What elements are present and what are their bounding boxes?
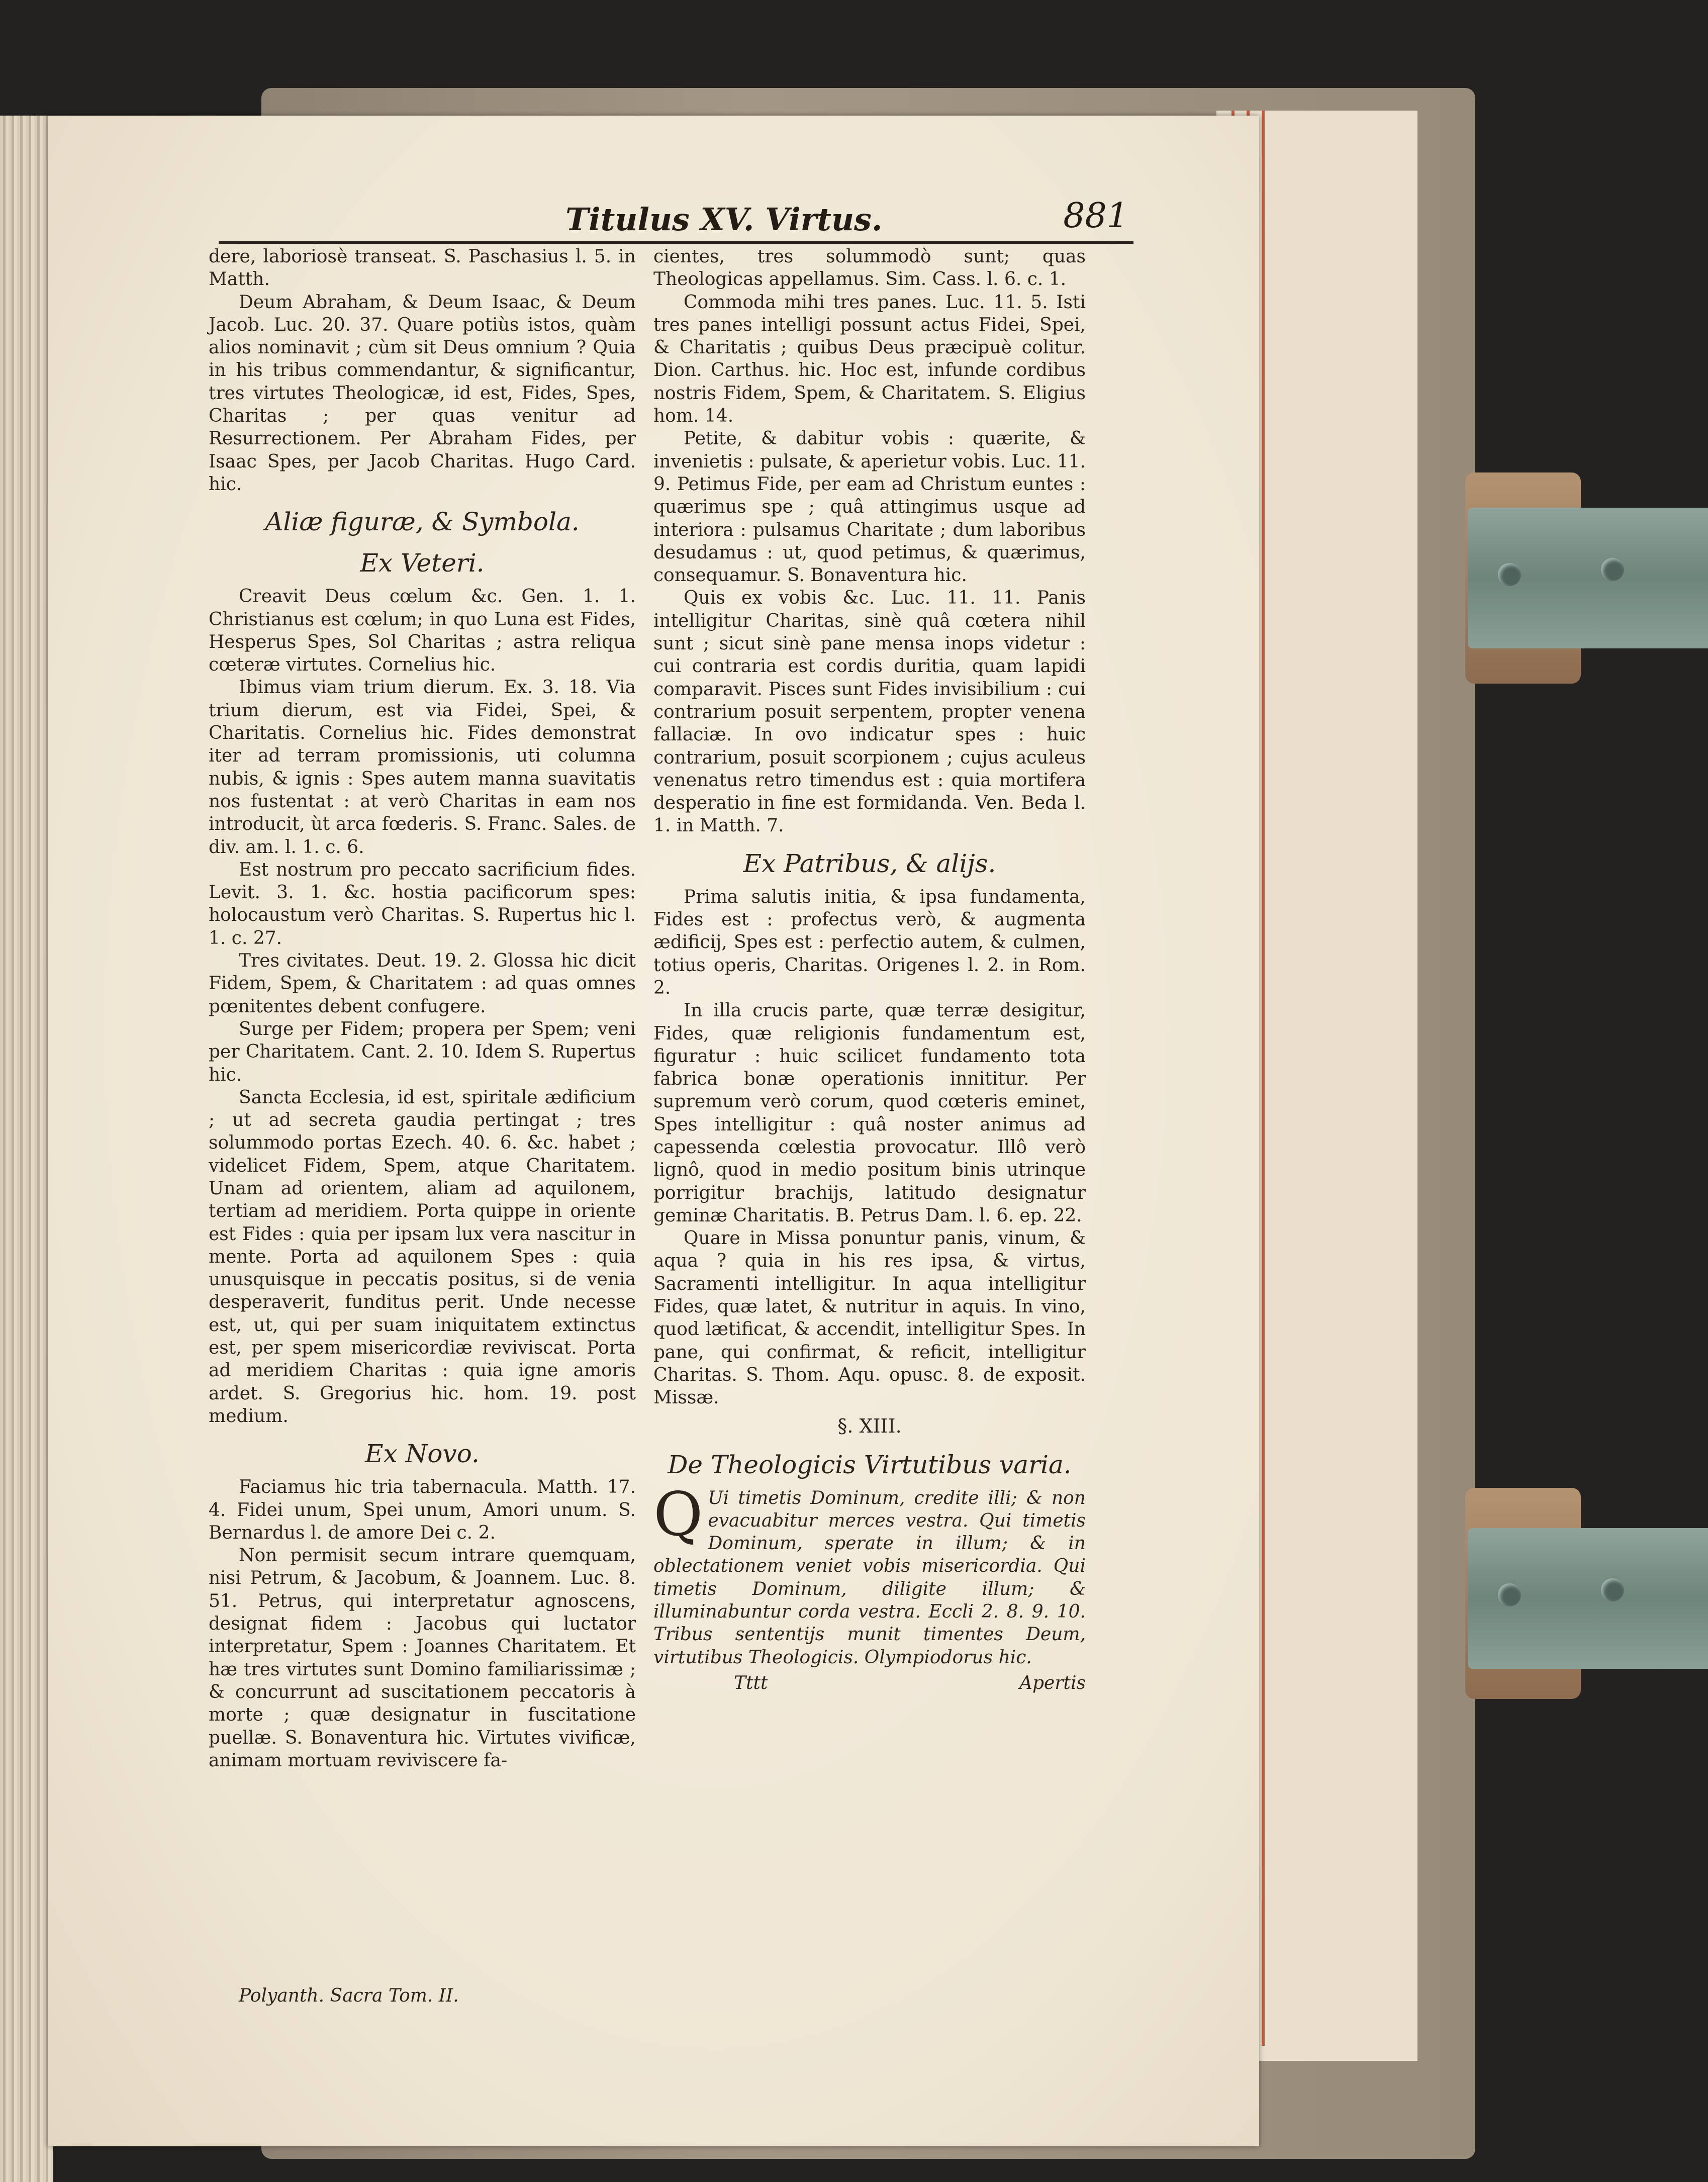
right-paragraph: Quis ex vobis &c. Luc. 11. 11. Panis intelligitur Charitas, sinè quâ cœtera nihil sunt ; sicut sinè pane mensa inops videtur : cui contraria est cordis duritia, quam lapidi comparavit. Pisces sunt Fides invisibilium : cui contrarium posuit serpentem, propter venena fallaciæ. In ovo indicatur spes : huic contrarium, posuit scorpionem ; cujus aculeus venenatus retro timendus est : quia mortifera desperatio in fine est formidanda. Ven. Beda l. 1. in Matth. 7.: [653, 588, 1086, 836]
rivet-icon: [1498, 1583, 1521, 1606]
left-paragraph: Est nostrum pro peccato sacrificium fides. Levit. 3. 1. &c. hostia pacificorum spes: holocaustum verò Charitas. S. Rupertus hic l. 1. c. 27.: [209, 859, 636, 948]
section-heading: Aliæ figuræ, & Symbola.: [265, 507, 580, 537]
left-paragraph: Creavit Deus cœlum &c. Gen. 1. 1. Christianus est cœlum; in quo Luna est Fides, Hesperus Spes, Sol Charitas ; astra reliqua cœteræ virtutes. Cornelius hic.: [209, 586, 636, 676]
rivet-icon: [1601, 558, 1624, 581]
clasp-lower: [1468, 1528, 1708, 1669]
left-paragraph: Faciamus hic tria tabernacula. Matth. 17. 4. Fidei unum, Spei unum, Amori unum. S. Bernardus l. de amore Dei c. 2.: [209, 1477, 636, 1543]
right-paragraph: Commoda mihi tres panes. Luc. 11. 5. Isti tres panes intelligi possunt actus Fidei, Spei, & Charitatis ; quibus Deus præcipuè colitur. Dion. Carthus. hic. Hoc est, infunde cordibus nostris Fidem, Spem, & Charitatem. S. Eligius hom. 14.: [653, 292, 1086, 427]
section-heading: Ex Veteri.: [360, 548, 485, 578]
rivet-icon: [1498, 563, 1521, 586]
left-paragraph: Deum Abraham, & Deum Isaac, & Deum Jacob. Luc. 20. 37. Quare potiùs istos, quàm alios nominavit ; cùm sit Deus omnium ? Quia in his tribus commendantur, & significantur, tres virtutes Theologicæ, id est, Fides, Spes, Charitas ; per quas venitur ad Resurrectionem. Per Abraham Fides, per Isaac Spes, per Jacob Charitas. Hugo Card. hic.: [209, 292, 636, 495]
book-gutter-edge: [0, 116, 53, 2182]
page-header: [219, 186, 1133, 244]
left-paragraph: dere, laboriosè transeat. S. Paschasius l. 5. in Matth.: [209, 246, 636, 290]
red-page-edge: [1262, 111, 1265, 2046]
left-paragraph: Tres civitates. Deut. 19. 2. Glossa hic dicit Fidem, Spem, & Charitatem : ad quas omnes pœnitentes debent confugere.: [209, 951, 636, 1017]
right-paragraph: Quare in Missa ponuntur panis, vinum, & aqua ? quia in his res ipsa, & virtus, Sacramenti intelligitur. In aqua intelligitur Fides, quæ latet, & nutritur in aquis. In vino, quod lætificat, & accendit, intelligitur Spes. In pane, qui confirmat, & reficit, intelligitur Charitas. S. Thom. Aqu. opusc. 8. de exposit. Missæ.: [653, 1228, 1086, 1408]
section-heading: Ex Patribus, & alijs.: [743, 848, 996, 878]
drop-cap-paragraph: [653, 1479, 1086, 1669]
section-number: §. XIII.: [837, 1414, 902, 1437]
left-column: [209, 245, 636, 1772]
page-number: 881: [1063, 196, 1128, 236]
right-column: [653, 245, 1086, 1694]
right-paragraph: cientes, tres solummodò sunt; quas Theologicas appellamus. Sim. Cass. l. 6. c. 1.: [653, 246, 1086, 290]
signature-mark: Tttt: [734, 1672, 768, 1693]
drop-cap: Q: [653, 1479, 703, 1550]
book-page: [48, 116, 1259, 2146]
right-paragraph: Prima salutis initia, & ipsa fundamenta, Fides est : profectus verò, & augmenta ædificij, Spes est : perfectio autem, & culmen, totius operis, Charitas. Origenes l. 2. in Rom. 2.: [653, 886, 1086, 998]
section-heading: Ex Novo.: [365, 1439, 480, 1469]
signature-line: [653, 1672, 1086, 1694]
left-paragraph: Non permisit secum intrare quemquam, nisi Petrum, & Jacobum, & Joannem. Luc. 8. 51. Petrus, qui interpretatur agnoscens, designat fidem : Jacobus qui luctator interpretatur, Spem : Joannes Charitatem. Et hæ tres virtutes sunt Domino familiarissimæ ; & concurrunt ad suscitationem peccatoris à morte ; quæ designatur in fuscitatione puellæ. S. Bonaventura hic. Virtutes vivificæ, animam mortuam reviviscere fa-: [209, 1545, 636, 1771]
left-paragraph: Ibimus viam trium dierum. Ex. 3. 18. Via trium dierum, est via Fidei, Spei, & Charitatis. Cornelius hic. Fides demonstrat iter ad terram promissionis, uti columna nubis, & ignis : Spes autem manna suavitatis nos fustentat : at verò Charitas in eam nos introducit, ùt arca fœderis. S. Franc. Sales. de div. am. l. 1. c. 6.: [209, 677, 636, 858]
catchword: Apertis: [1019, 1672, 1086, 1693]
footer-signature: Polyanth. Sacra Tom. II.: [239, 1985, 459, 2006]
rivet-icon: [1601, 1578, 1624, 1601]
section-heading: De Theologicis Virtutibus varia.: [668, 1450, 1072, 1479]
running-title: Titulus XV. Virtus.: [565, 201, 883, 238]
left-paragraph: Sancta Ecclesia, id est, spiritale ædificium ; ut ad secreta gaudia pertingat ; tres solummodo portas Ezech. 40. 6. &c. habet ; videlicet Fidem, Spem, atque Charitatem. Unam ad orientem, aliam ad aquilonem, tertiam ad meridiem. Porta quippe in oriente est Fides : quia per ipsam lux vera nascitur in mente. Porta ad aquilonem Spes : quia unusquisque in peccatis positus, si de venia desperaverit, funditus perit. Unde necesse est, ut, qui per suam iniquitatem extinctus est, per spem misericordiæ reviviscat. Porta ad meridiem Charitas : quia igne amoris ardet. S. Gregorius hic. hom. 19. post medium.: [209, 1087, 636, 1427]
left-paragraph: Surge per Fidem; propera per Spem; veni per Charitatem. Cant. 2. 10. Idem S. Rupertus hic.: [209, 1018, 636, 1085]
right-paragraph: Petite, & dabitur vobis : quærite, & invenietis : pulsate, & aperietur vobis. Luc. 11. 9. Petimus Fide, per eam ad Christum euntes : quærimus spe ; quâ attingimus usque ad interiora : pulsamus Charitate ; dum laboribus desudamus : ut, quod petimus, & quærimus, consequamur. S. Bonaventura hic.: [653, 428, 1086, 586]
right-paragraph: In illa crucis parte, quæ terræ desigitur, Fides, quæ religionis fundamentum est, figuratur : huic scilicet fundamento tota fabrica bonæ operationis innititur. Per supremum verò corum, quod cœteris eminet, Spes intelligitur : quâ noster animus ad capessenda cœlestia provocatur. Illô verò lignô, quod in medio positum binis utrinque porrigitur brachijs, latitudo designatur geminæ Charitatis. B. Petrus Dam. l. 6. ep. 22.: [653, 1000, 1086, 1226]
clasp-upper: [1468, 508, 1708, 648]
paragraph-text: Ui timetis Dominum, credite illi; & non evacuabitur merces vestra. Qui timetis Dominum, sperate in illum; & in oblectationem veniet vobis misericordia. Qui timetis Dominum, diligite illum; & illuminabuntur corda vestra. Eccli 2. 8. 9. 10. Tribus sententijs munit timentes Deum, virtutibus Theologicis. Olympiodorus hic.: [653, 1487, 1086, 1668]
